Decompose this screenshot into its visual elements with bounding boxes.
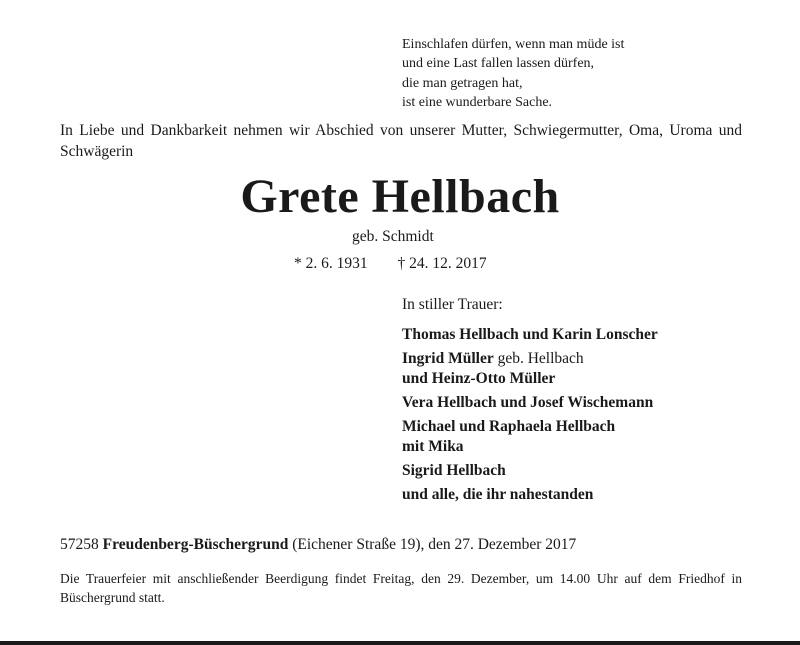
mourner-entry bbox=[402, 417, 658, 457]
mourner-name: und alle, die ihr nahestanden bbox=[402, 486, 594, 503]
mourner-name-line2: und Heinz-Otto Müller bbox=[402, 370, 556, 387]
mourner-entry bbox=[402, 393, 658, 413]
life-dates bbox=[294, 255, 487, 273]
poem-line: Einschlafen dürfen, wenn man müde ist bbox=[402, 37, 625, 52]
birth-date: * 2. 6. 1931 bbox=[294, 255, 368, 272]
funeral-note: Die Trauerfeier mit anschließender Beerdigung findet Freitag, den 29. Dezember, um 14.00 Uhr auf dem Friedhof in Büschergrund statt. bbox=[60, 571, 742, 605]
intro-text: In Liebe und Dankbarkeit nehmen wir Abschied von unserer Mutter, Schwiegermutter, Oma, Uroma und Schwägerin bbox=[60, 122, 742, 160]
mourner-birth-name: geb. Hellbach bbox=[493, 350, 584, 367]
mourner-name: Sigrid Hellbach bbox=[402, 462, 506, 479]
poem-line: die man getragen hat, bbox=[402, 75, 523, 91]
mourners-label: In stiller Trauer: bbox=[402, 296, 503, 313]
mourner-name-line2: mit Mika bbox=[402, 438, 464, 455]
mourner-entry bbox=[402, 325, 658, 345]
poem bbox=[402, 35, 624, 112]
zip-code: 57258 bbox=[60, 536, 99, 553]
mourners-list bbox=[402, 325, 658, 509]
deceased-name: Grete Hellbach bbox=[240, 170, 560, 223]
mourner-entry bbox=[402, 349, 658, 389]
mourner-entry bbox=[402, 461, 658, 481]
poem-line: ist eine wunderbare Sache. bbox=[402, 94, 553, 110]
birth-name: geb. Schmidt bbox=[352, 228, 434, 245]
death-date: † 24. 12. 2017 bbox=[397, 255, 487, 272]
street-and-date: (Eichener Straße 19), den 27. Dezember 2017 bbox=[292, 536, 577, 553]
mourner-name: Ingrid Müller bbox=[402, 350, 494, 367]
mourner-name: Michael und Raphaela Hellbach bbox=[402, 418, 616, 435]
city-name: Freudenberg-Büschergrund bbox=[102, 536, 289, 553]
mourner-name: Vera Hellbach und Josef Wischemann bbox=[402, 394, 654, 411]
address-line bbox=[60, 536, 576, 554]
poem-line: und eine Last fallen lassen dürfen, bbox=[402, 56, 595, 72]
mourner-entry bbox=[402, 485, 658, 505]
mourner-name: Thomas Hellbach und Karin Lonscher bbox=[402, 326, 658, 343]
